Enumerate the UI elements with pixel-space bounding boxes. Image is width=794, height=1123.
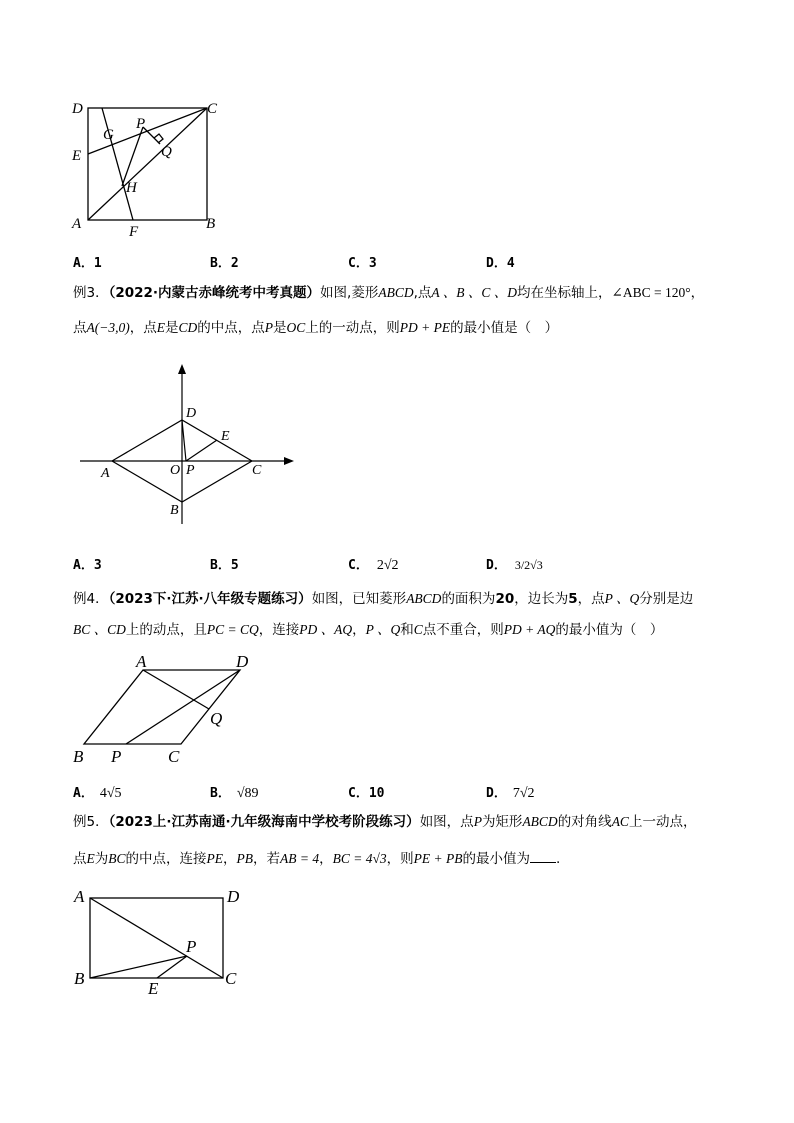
ex3-text: 均在坐标轴上， (517, 285, 612, 301)
ex4-pqc: P 、Q (365, 622, 401, 637)
ex5-pe: PE (206, 851, 224, 866)
ex5-line1 (73, 814, 753, 830)
ex4-bc-cd: BC 、CD (73, 622, 126, 637)
fig1-label-h: H (126, 180, 137, 196)
figure-rectangle (70, 884, 250, 999)
fig1-label-f: F (129, 224, 139, 240)
ex5-ac: AC (611, 814, 629, 829)
ex5-text: 为 (94, 851, 109, 867)
q2-option-c[interactable]: C．3 (348, 256, 377, 271)
ex3-cd: CD (178, 320, 198, 335)
ex3-text: ， (690, 285, 705, 301)
fig4-label-b: B (73, 747, 84, 766)
ex5-text: 的对角线 (557, 814, 612, 830)
ex4-text: 的面积为 (441, 591, 496, 607)
fig4-label-c: C (168, 747, 180, 766)
ex4-text: 和 (400, 622, 414, 638)
ex4-area: 20 (495, 591, 515, 607)
answer-blank[interactable] (530, 850, 556, 863)
ex5-text: 的中点，连接 (125, 851, 207, 867)
q3-option-d-label: D． (486, 558, 507, 573)
ex5-e: E (86, 851, 95, 866)
q3-option-c[interactable] (348, 554, 399, 574)
ex5-text: ，若 (253, 851, 281, 867)
ex3-text: 的中点，点 (197, 320, 265, 336)
ex5-text: ， (223, 851, 237, 867)
ex5-text: 上一动点， (628, 814, 697, 830)
ex4-line1 (73, 591, 753, 607)
fig3-label-d: D (186, 406, 197, 421)
ex3-text: ,点 (413, 285, 432, 301)
ex4-source: （2023下·江苏·八年级专题练习） (108, 591, 312, 607)
fig1-label-b: B (206, 216, 216, 232)
q4-option-c[interactable]: C．10 (348, 786, 385, 801)
fig1-label-c: C (207, 101, 218, 117)
ex3-text: 的最小值是（ ） (450, 320, 559, 336)
ex4-text: 分别是边 (639, 591, 694, 607)
figure-square-diagram (66, 96, 236, 241)
ex4-text: ， (352, 622, 366, 638)
ex4-c: C (413, 622, 423, 637)
ex3-text: 如图,菱形 (320, 285, 379, 301)
q4-option-d[interactable] (486, 782, 535, 802)
fig3-label-b: B (170, 503, 179, 518)
ex4-conn: PD 、AQ (299, 622, 353, 637)
q4-option-b[interactable] (210, 782, 259, 802)
q2-option-d[interactable]: D．4 (486, 256, 515, 271)
ex5-text: 的最小值为 (462, 851, 531, 867)
ex5-expr: PE + PB (413, 851, 463, 866)
ex3-e: E (156, 320, 165, 335)
ex3-line1 (73, 285, 753, 301)
q4-option-b-value: √89 (236, 786, 259, 801)
ex4-text: ，连接 (258, 622, 300, 638)
ex5-text: 点 (73, 851, 87, 867)
fig4-label-q: Q (210, 709, 223, 728)
q3-option-d-value: 3/2√3 (514, 558, 543, 572)
ex5-abcd: ABCD (522, 814, 558, 829)
fig1-label-q: Q (161, 144, 172, 160)
fig4-label-d: D (236, 652, 249, 671)
fig1-label-e: E (72, 148, 82, 164)
ex3-p: P (264, 320, 273, 335)
fig3-label-e: E (221, 429, 230, 444)
ex3-expr: PD + PE (399, 320, 451, 335)
ex5-ab: AB = 4 (280, 851, 320, 866)
q4-option-a-label: A． (73, 786, 94, 801)
ex5-bc-value: BC = 4√3 (332, 851, 387, 866)
fig3-label-p: P (186, 463, 195, 478)
fig5-label-a: A (74, 887, 85, 906)
ex5-bc: BC (108, 851, 126, 866)
fig1-label-g: G (103, 127, 114, 143)
q2-option-b[interactable]: B．2 (210, 256, 239, 271)
ex3-text: 点 (73, 320, 87, 336)
ex5-text: . (556, 851, 561, 867)
ex3-label: 例3． (73, 285, 109, 301)
ex5-label: 例5． (73, 814, 109, 830)
q3-option-c-label: C． (348, 558, 369, 573)
ex4-cond: PC = CQ (206, 622, 259, 637)
ex4-text: 点不重合，则 (422, 622, 504, 638)
ex3-points: A 、B 、C 、D (431, 285, 518, 300)
ex3-text: 是 (273, 320, 287, 336)
q4-option-a-value: 4√5 (99, 786, 122, 801)
fig5-label-e: E (148, 979, 159, 998)
ex4-text: ，边长为 (514, 591, 569, 607)
ex3-line2 (73, 320, 753, 336)
ex4-abcd: ABCD (406, 591, 442, 606)
ex3-source: （2022·内蒙古赤峰统考中考真题） (108, 285, 321, 301)
ex4-side: 5 (568, 591, 578, 607)
fig4-label-p: P (111, 747, 122, 766)
ex3-text: ，点 (129, 320, 157, 336)
ex4-text: 如图，已知菱形 (311, 591, 407, 607)
q4-option-a[interactable] (73, 782, 122, 802)
ex3-abcd: ABCD (378, 285, 414, 300)
ex5-pb: PB (236, 851, 254, 866)
fig4-label-a: A (136, 652, 147, 671)
figure-rhombus-axes (72, 362, 302, 532)
ex4-label: 例4． (73, 591, 109, 607)
ex3-angle: ∠ABC = 120° (611, 285, 691, 300)
q4-option-b-label: B． (210, 786, 231, 801)
ex3-oc: OC (286, 320, 306, 335)
ex4-pq: P 、Q (604, 591, 640, 606)
fig3-label-o: O (170, 463, 181, 478)
ex5-p: P (473, 814, 482, 829)
ex5-line2 (73, 850, 753, 867)
q2-option-a[interactable]: A．1 (73, 256, 102, 271)
q3-option-a[interactable]: A．3 (73, 558, 102, 573)
ex3-text: 上的一动点，则 (305, 320, 400, 336)
fig5-label-c: C (225, 969, 237, 988)
fig1-label-a: A (72, 216, 82, 232)
fig5-label-p: P (186, 937, 197, 956)
fig5-label-d: D (227, 887, 240, 906)
ex4-text: 的最小值为（ ） (555, 622, 664, 638)
ex3-point-a: A(−3,0) (86, 320, 130, 335)
q4-option-d-label: D． (486, 786, 507, 801)
ex4-expr: PD + AQ (503, 622, 556, 637)
fig5-label-b: B (74, 969, 85, 988)
ex4-line2 (73, 622, 753, 638)
figure-rhombus-pq (68, 648, 268, 768)
fig1-label-d: D (72, 101, 83, 117)
q3-option-c-value: 2√2 (376, 558, 399, 573)
ex5-text: ， (319, 851, 333, 867)
ex3-text: 是 (164, 320, 179, 336)
ex5-text: 如图，点 (419, 814, 474, 830)
q3-option-d[interactable] (486, 554, 543, 573)
q4-option-d-value: 7√2 (512, 786, 535, 801)
q3-option-b[interactable]: B．5 (210, 558, 239, 573)
ex5-source: （2023上·江苏南通·九年级海南中学校考阶段练习） (108, 814, 420, 830)
ex5-text: ，则 (386, 851, 414, 867)
ex4-text: ，点 (577, 591, 605, 607)
fig1-label-p: P (136, 116, 146, 132)
ex4-text: 上的动点，且 (125, 622, 207, 638)
fig3-label-a: A (101, 466, 110, 481)
ex5-text: 为矩形 (481, 814, 523, 830)
fig3-label-c: C (252, 463, 262, 478)
